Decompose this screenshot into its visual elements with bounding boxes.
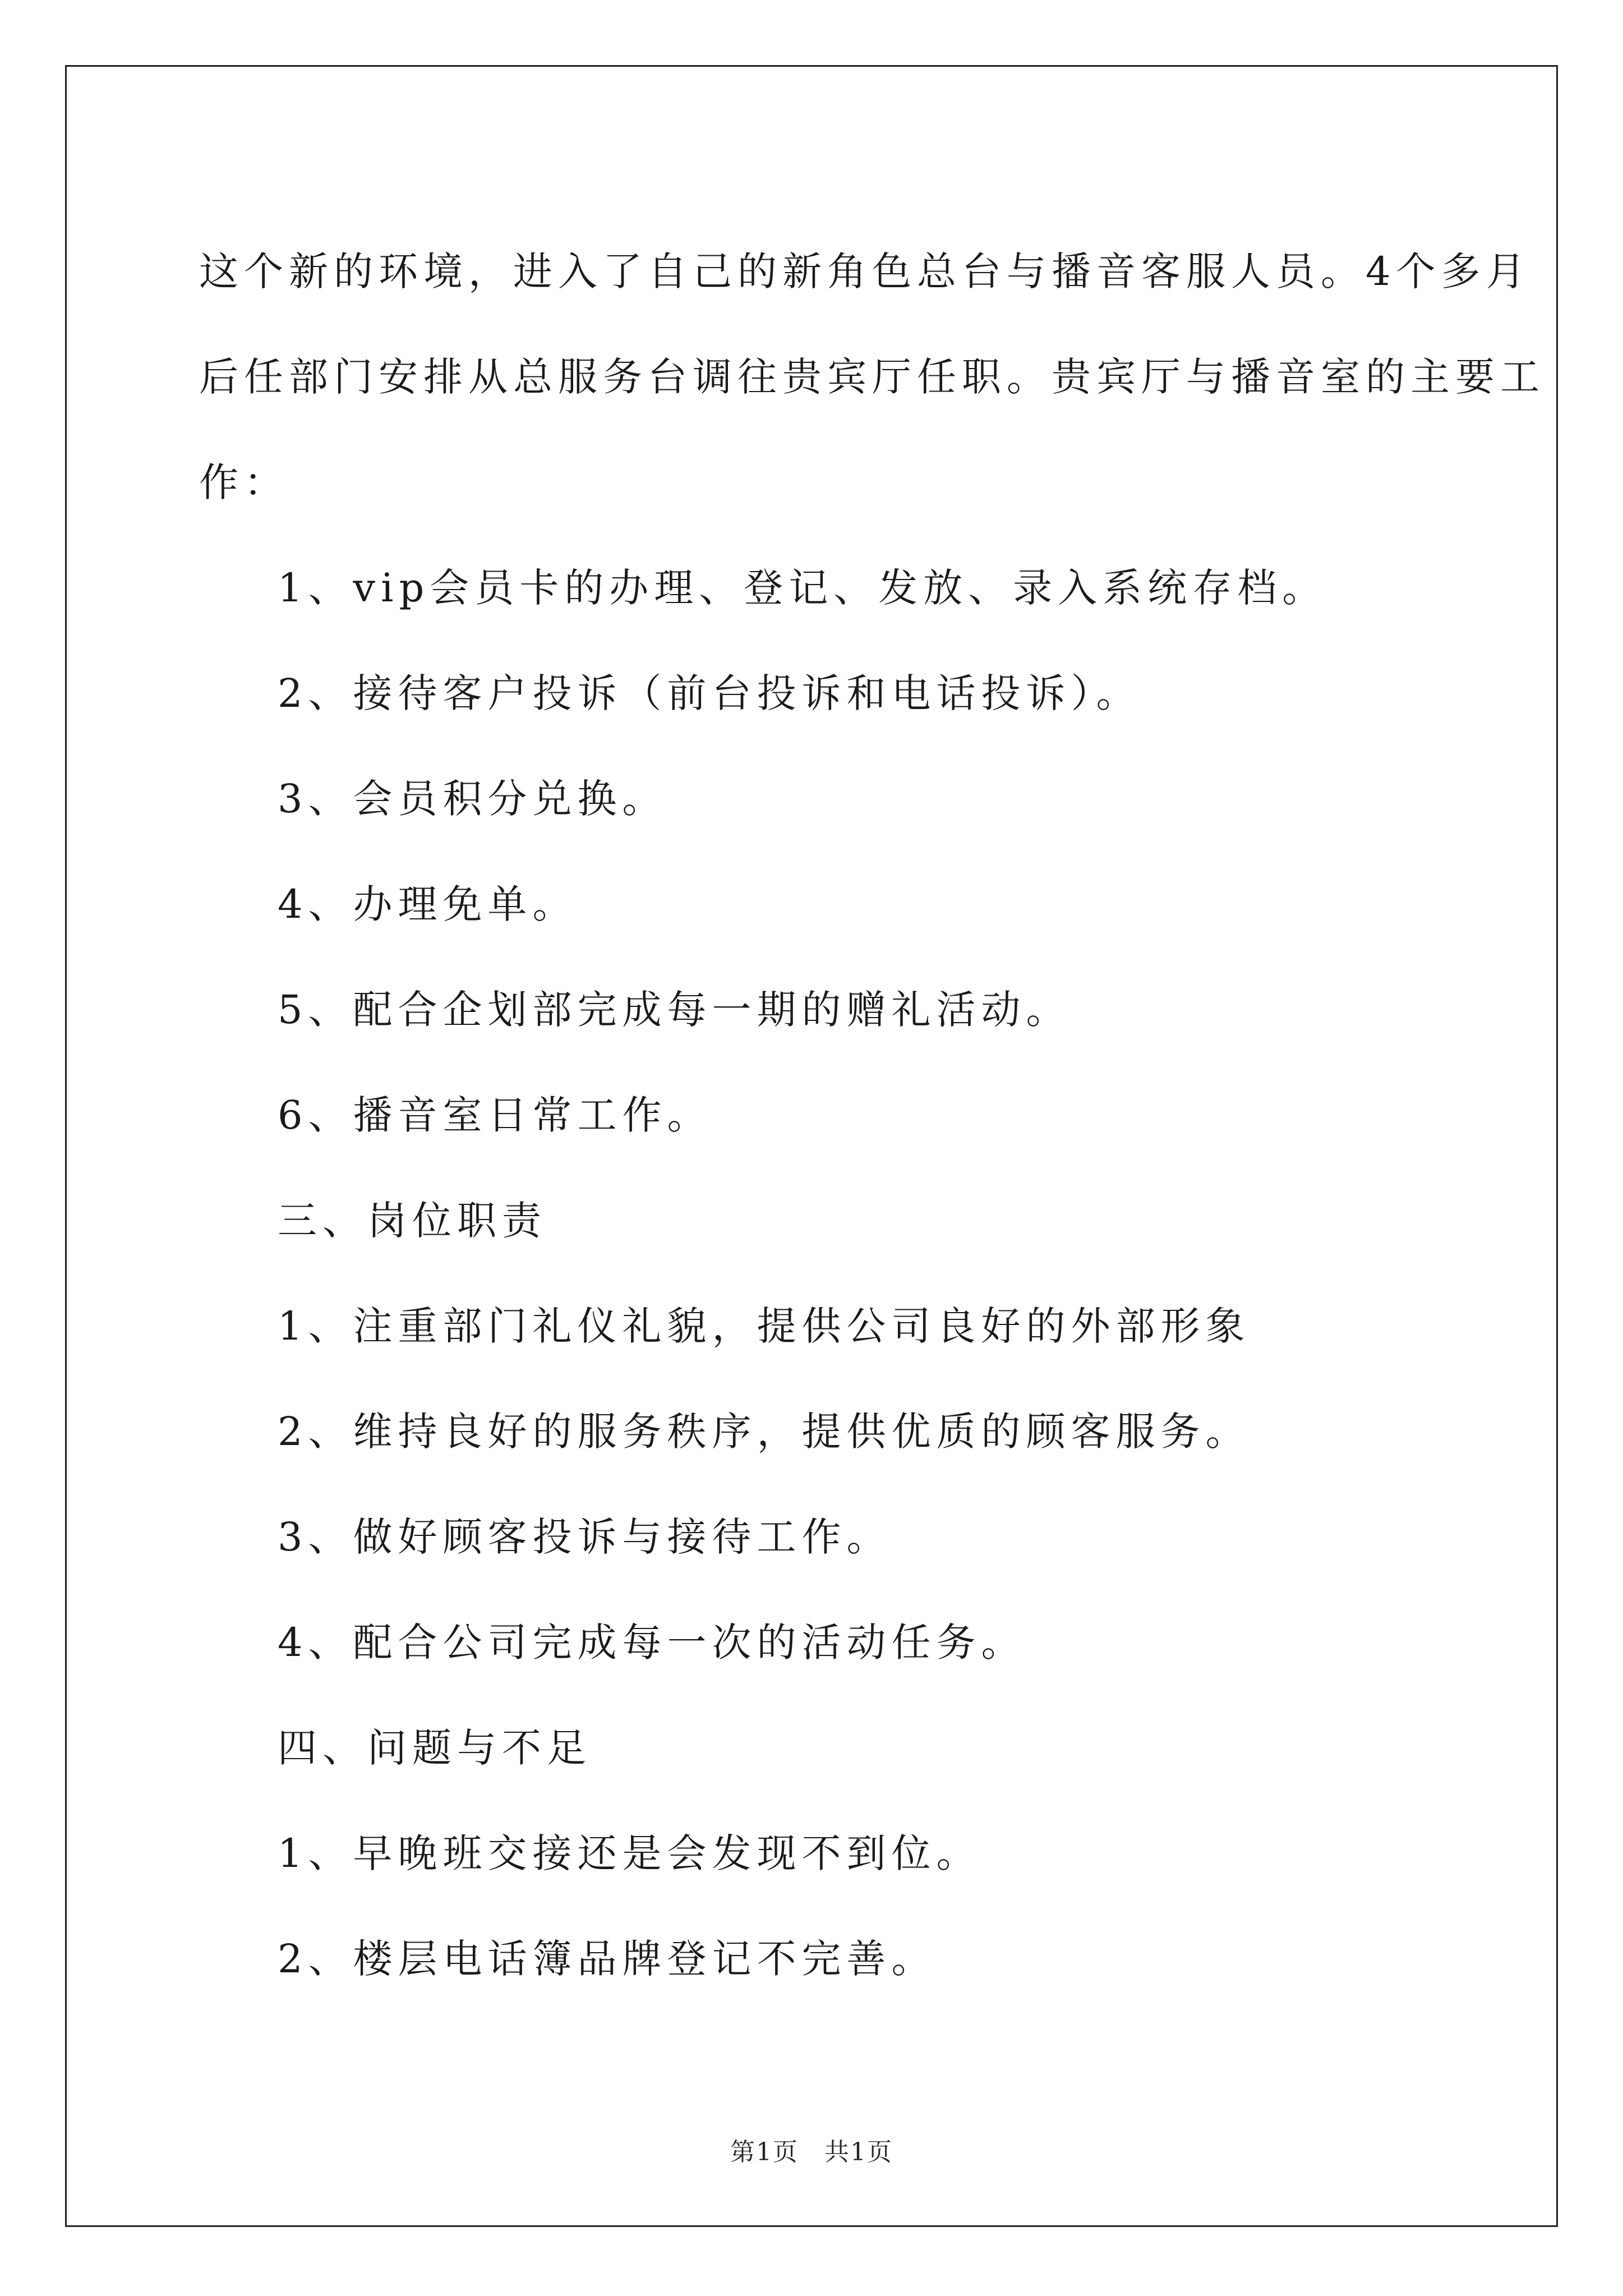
duty-item: 3、会员积分兑换。 bbox=[278, 776, 667, 822]
problem-item: 2、楼层电话簿品牌登记不完善。 bbox=[278, 1936, 937, 1982]
duty-item: 5、配合企划部完成每一期的赠礼活动。 bbox=[278, 987, 1071, 1033]
duty-item: 1、vip会员卡的办理、登记、发放、录入系统存档。 bbox=[278, 565, 1327, 611]
problem-item: 1、早晚班交接还是会发现不到位。 bbox=[278, 1830, 981, 1876]
duty-item: 4、办理免单。 bbox=[278, 881, 578, 927]
responsibility-item: 1、注重部门礼仪礼貌，提供公司良好的外部形象 bbox=[278, 1303, 1251, 1349]
responsibility-item: 4、配合公司完成每一次的活动任务。 bbox=[278, 1619, 1026, 1665]
intro-line: 后任部门安排从总服务台调往贵宾厅任职。贵宾厅与播音室的主要工 bbox=[199, 354, 1545, 400]
intro-line: 作： bbox=[199, 459, 289, 505]
page-number-footer: 第1页 共1页 bbox=[730, 2138, 893, 2166]
intro-line: 这个新的环境，进入了自己的新角色总台与播音客服人员。4个多月 bbox=[199, 249, 1531, 295]
responsibility-item: 2、维持良好的服务秩序，提供优质的顾客服务。 bbox=[278, 1409, 1251, 1455]
duty-item: 6、播音室日常工作。 bbox=[278, 1092, 712, 1138]
duty-item: 2、接待客户投诉（前台投诉和电话投诉）。 bbox=[278, 670, 1141, 716]
section-heading-responsibilities: 三、岗位职责 bbox=[278, 1198, 547, 1244]
section-heading-problems: 四、问题与不足 bbox=[278, 1725, 592, 1771]
responsibility-item: 3、做好顾客投诉与接待工作。 bbox=[278, 1514, 892, 1560]
document-body bbox=[199, 219, 1545, 2012]
